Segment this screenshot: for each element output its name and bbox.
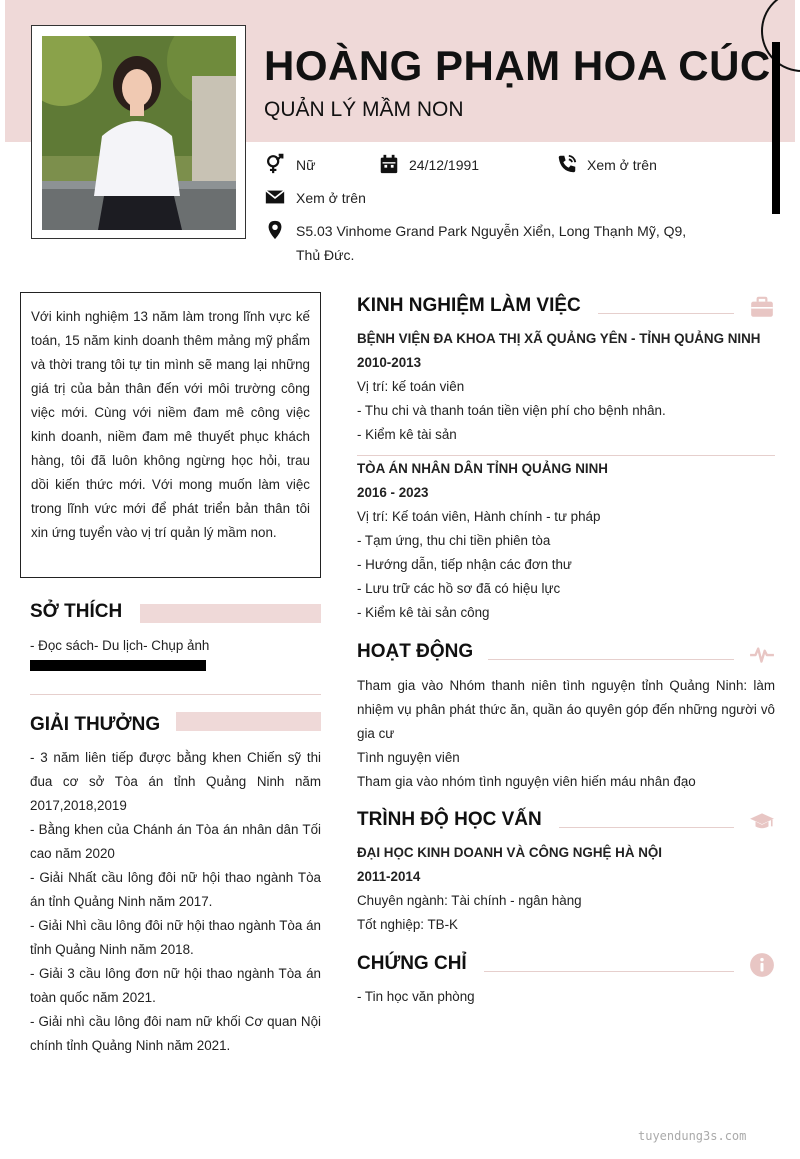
education-period: 2011-2014 [357,869,421,884]
address-line-1: S5.03 Vinhome Grand Park Nguyễn Xiển, Long Thạnh Mỹ, Q9, [296,223,687,239]
activity-item: Tham gia vào nhóm tình nguyện viên hiến máu nhân đạo [357,774,696,789]
birthday-value: 24/12/1991 [409,157,480,173]
certificates-title: CHỨNG CHỈ [357,953,467,974]
education-grade: Tốt nghiệp: TB-K [357,917,458,932]
education-title-rule [559,827,734,828]
graduation-cap-icon [749,809,775,835]
hobbies-text: - Đọc sách- Du lịch- Chụp ảnh [30,638,210,653]
activity-item: Tình nguyện viên [357,750,460,765]
job-duty: - Kiểm kê tài sản công [357,605,490,620]
calendar-icon [378,153,400,175]
award-item: - Giải Nhì cầu lông đôi nữ hội thao ngành Tòa án tỉnh Quảng Ninh năm 2018. [30,918,321,957]
education-major: Chuyên ngành: Tài chính - ngân hàng [357,893,582,908]
job-period: 2010-2013 [357,355,422,370]
experience-job-2 [357,457,775,625]
award-item: - 3 năm liên tiếp được bằng khen Chiến sỹ thi đua cơ sở Tòa án tỉnh Quảng Ninh năm 2017,2018,2019 [30,750,321,813]
gender-icon [264,153,286,175]
awards-title-bar [176,712,321,731]
location-icon [264,219,286,241]
hobbies-divider [30,694,321,695]
candidate-name: HOÀNG PHẠM HOA CÚC [264,42,771,89]
job-duty: - Tạm ứng, thu chi tiền phiên tòa [357,533,551,548]
job-company: TÒA ÁN NHÂN DÂN TỈNH QUẢNG NINH [357,461,608,476]
profile-photo [42,36,236,230]
job-period: 2016 - 2023 [357,485,429,500]
education-school: ĐẠI HỌC KINH DOANH VÀ CÔNG NGHỆ HÀ NỘI [357,845,663,860]
address-line-2: Thủ Đức. [296,247,355,263]
experience-job-1 [357,327,775,447]
job-company: BỆNH VIỆN ĐA KHOA THỊ XÃ QUẢNG YÊN - TỈNH QUẢNG NINH [357,331,761,346]
profile-photo-illustration [42,36,236,230]
activities-title: HOẠT ĐỘNG [357,641,474,662]
education-title: TRÌNH ĐỘ HỌC VẤN [357,809,542,830]
footer-watermark: tuyendung3s.com [638,1129,747,1143]
job-duty: - Hướng dẫn, tiếp nhận các đơn thư [357,557,572,572]
gender-value: Nữ [296,157,316,173]
decorative-bar [772,42,780,214]
job-duty: - Lưu trữ các hồ sơ đã có hiệu lực [357,581,561,596]
hobbies-black-bar [30,660,206,671]
email-value: Xem ở trên [296,190,366,206]
activities-title-rule [488,659,734,660]
job-role: Vị trí: Kế toán viên, Hành chính - tư pháp [357,509,601,524]
hobbies-title: SỞ THÍCH [30,601,123,622]
activities-list [357,674,775,794]
certificates-title-rule [484,971,734,972]
education-details [357,841,775,937]
award-item: - Bằng khen của Chánh án Tòa án nhân dân Tối cao năm 2020 [30,822,321,861]
phone-icon [556,153,578,175]
certificate-item: - Tin học văn phòng [357,989,475,1004]
candidate-position: QUẢN LÝ MẦM NON [264,98,464,121]
activity-item: Tham gia vào Nhóm thanh niên tình nguyện tỉnh Quảng Ninh: làm nhiệm vụ phân phát thức ăn, quần áo quyên góp đến những người vô gia cư [357,678,775,741]
experience-title: KINH NGHIỆM LÀM VIỆC [357,295,581,316]
phone-value: Xem ở trên [587,157,657,173]
career-summary: Với kinh nghiệm 13 năm làm trong lĩnh vực kế toán, 15 năm kinh doanh thêm mảng mỹ phẩm và thời trang tôi tự tin mình sẽ mang lại những giá trị của bản thân đến với môi trường công việc mới. Cùng với niềm đam mê công việc kinh doanh, niềm đam mê thuyết phục khách hàng, tôi đã luôn không ngừng học hỏi, trau dồi kiến thức mới. Với mong muốn làm việc trong lĩnh vức mới để phát triển bản thân tôi xin ứng tuyển vào vị trí quản lý mầm non. [20,292,321,578]
email-icon [264,186,286,208]
experience-title-rule [598,313,734,314]
heartbeat-icon [749,641,775,667]
hobbies-title-bar [140,604,321,623]
award-item: - Giải 3 cầu lông đơn nữ hội thao ngành Tòa án toàn quốc năm 2021. [30,966,321,1005]
experience-divider [357,455,775,456]
award-item: - Giải nhì cầu lông đôi nam nữ khối Cơ quan Nội chính tỉnh Quảng Ninh năm 2021. [30,1014,321,1053]
award-item: - Giải Nhất cầu lông đôi nữ hội thao ngành Tòa án tỉnh Quảng Ninh năm 2017. [30,870,321,909]
job-duty: - Thu chi và thanh toán tiền viện phí cho bệnh nhân. [357,403,666,418]
awards-list [30,746,321,1058]
briefcase-icon [749,294,775,320]
certificates-list [357,985,775,1009]
job-duty: - Kiểm kê tài sản [357,427,457,442]
job-role: Vị trí: kế toán viên [357,379,465,394]
info-icon [749,952,775,978]
awards-title: GIẢI THƯỞNG [30,714,161,735]
